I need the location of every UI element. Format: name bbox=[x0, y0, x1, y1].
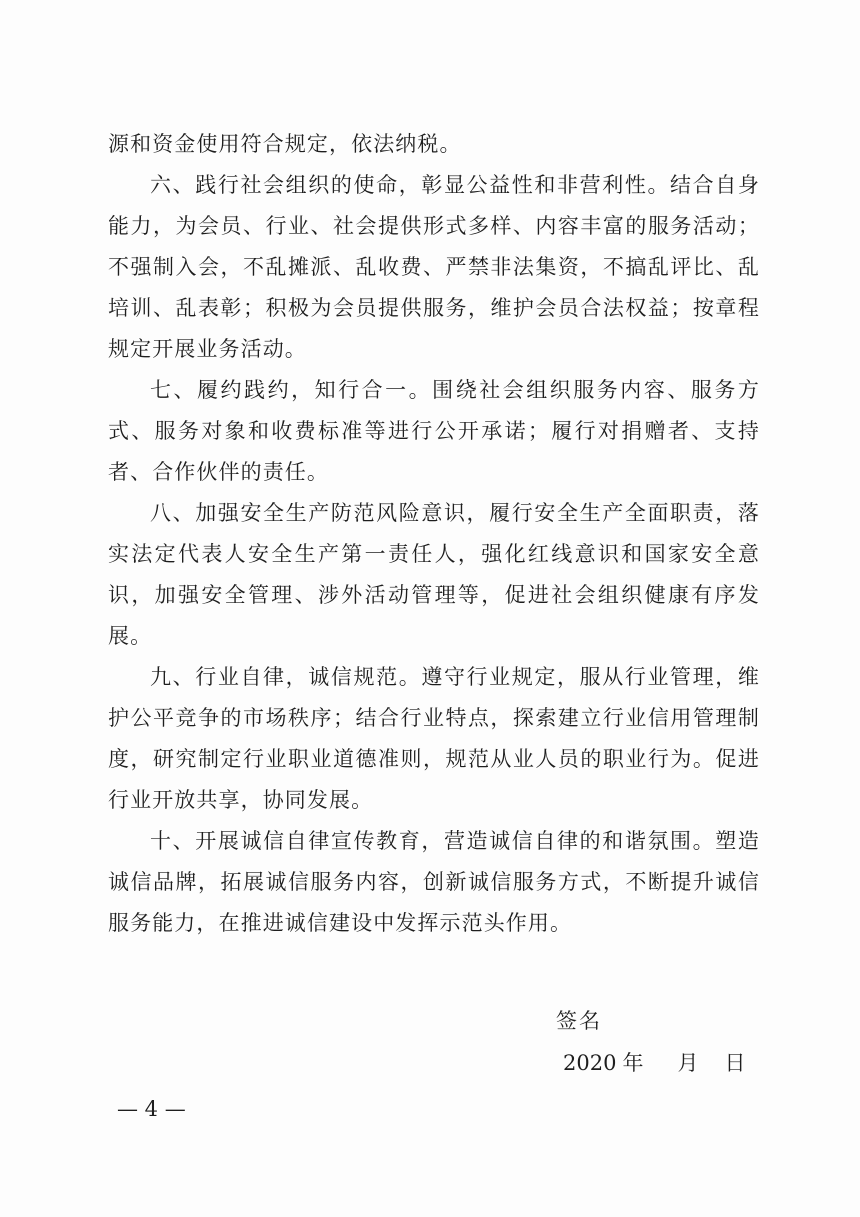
page-number: — 4 — bbox=[117, 1097, 186, 1121]
date-year-unit: 年 bbox=[622, 1051, 644, 1075]
paragraph-item-9: 九、行业自律，诚信规范。遵守行业规定，服从行业管理，维护公平竞争的市场秩序；结合行业特点，探索建立行业信用管理制度，研究制定行业职业道德准则，规范从业人员的职业行为。促进行业开放共享，协同发展。 bbox=[108, 665, 760, 812]
date-month-unit: 月 bbox=[677, 1051, 699, 1075]
paragraph-continuation: 源和资金使用符合规定，依法纳税。 bbox=[108, 132, 462, 156]
paragraph-item-7: 七、履约践约，知行合一。围绕社会组织服务内容、服务方式、服务对象和收费标准等进行公开承诺；履行对捐赠者、支持者、合作伙伴的责任。 bbox=[108, 378, 760, 484]
paragraph-item-10: 十、开展诚信自律宣传教育，营造诚信自律的和谐氛围。塑造诚信品牌，拓展诚信服务内容，创新诚信服务方式，不断提升诚信服务能力，在推进诚信建设中发挥示范头作用。 bbox=[108, 829, 760, 935]
date-year: 2020 bbox=[563, 1051, 617, 1075]
document-body bbox=[108, 124, 760, 944]
paragraph-item-8: 八、加强安全生产防范风险意识，履行安全生产全面职责，落实法定代表人安全生产第一责任人，强化红线意识和国家安全意识，加强安全管理、涉外活动管理等，促进社会组织健康有序发展。 bbox=[108, 501, 760, 648]
signature-label: 签名 bbox=[556, 1009, 602, 1033]
paragraph-item-6: 六、践行社会组织的使命，彰显公益性和非营利性。结合自身能力，为会员、行业、社会提供形式多样、内容丰富的服务活动；不强制入会，不乱摊派、乱收费、严禁非法集资，不搞乱评比、乱培训、乱表彰；积极为会员提供服务，维护会员合法权益；按章程规定开展业务活动。 bbox=[108, 173, 760, 361]
date-day-unit: 日 bbox=[724, 1051, 746, 1075]
signature-date bbox=[563, 1048, 745, 1078]
